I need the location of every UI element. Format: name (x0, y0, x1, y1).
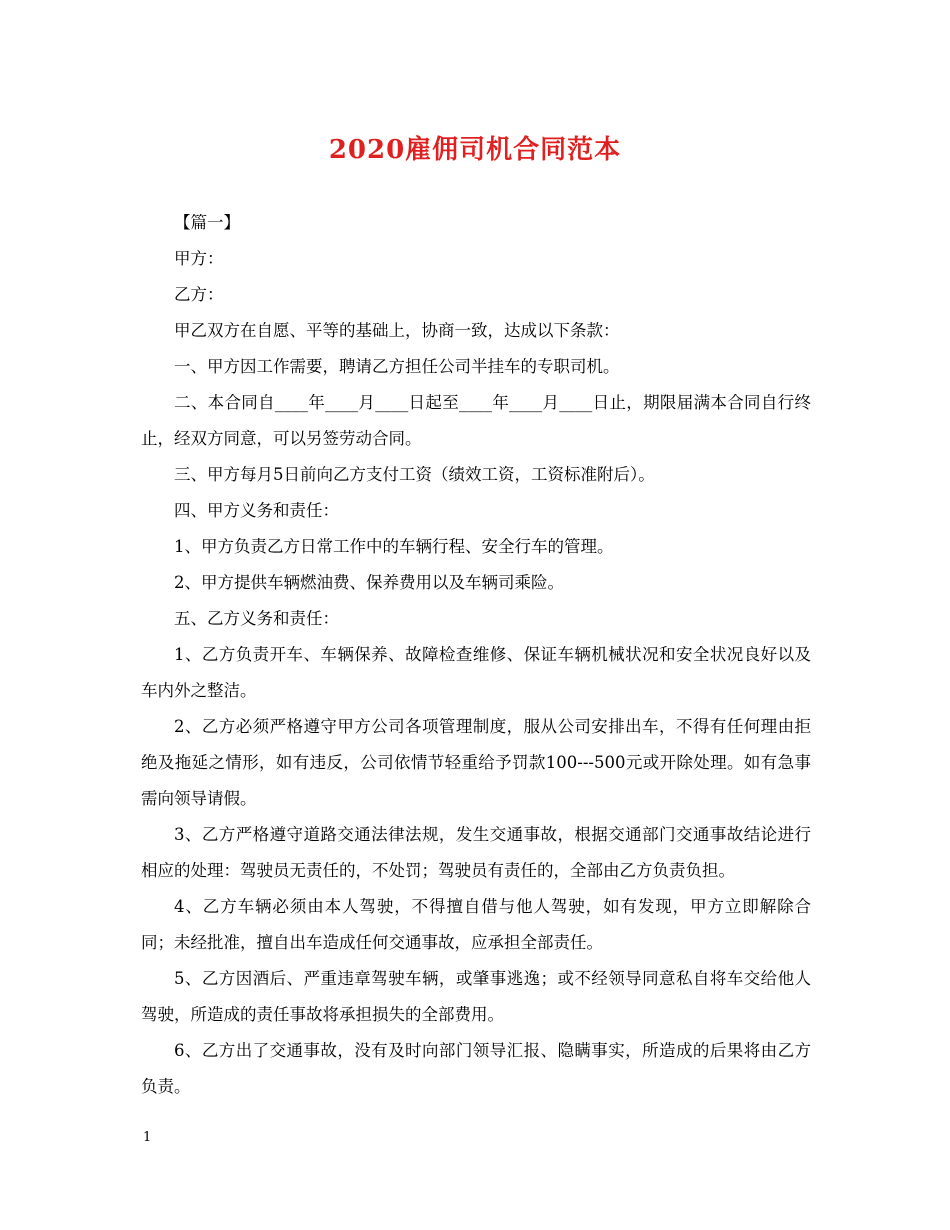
paragraph-clause-5-item-5: 5、乙方因酒后、严重违章驾驶车辆，或肇事逃逸；或不经领导同意私自将车交给他人驾驶，所造成的责任事故将承担损失的全部费用。 (141, 969, 811, 1024)
paragraph-clause-2: 二、本合同自____年____月____日起至____年____月____日止，期限届满本合同自行终止，经双方同意，可以另签劳动合同。 (141, 393, 811, 448)
paragraph-party-a: 甲方： (174, 249, 224, 268)
paragraph-clause-4-item-2: 2、甲方提供车辆燃油费、保养费用以及车辆司乘险。 (174, 573, 564, 592)
paragraph-clause-4-item-1: 1、甲方负责乙方日常工作中的车辆行程、安全行车的管理。 (174, 537, 614, 556)
page-number: 1 (143, 1130, 152, 1145)
document-body (141, 205, 811, 1105)
paragraph-clause-5-item-6: 6、乙方出了交通事故，没有及时向部门领导汇报、隐瞒事实，所造成的后果将由乙方负责。 (141, 1041, 811, 1096)
paragraph-clause-5-item-1: 1、乙方负责开车、车辆保养、故障检查维修、保证车辆机械状况和安全状况良好以及车内外之整洁。 (141, 645, 811, 700)
paragraph-clause-5-item-3: 3、乙方严格遵守道路交通法律法规，发生交通事故，根据交通部门交通事故结论进行相应的处理：驾驶员无责任的，不处罚；驾驶员有责任的，全部由乙方负责负担。 (141, 825, 811, 880)
paragraph-clause-5-item-4: 4、乙方车辆必须由本人驾驶，不得擅自借与他人驾驶，如有发现，甲方立即解除合同；未经批准，擅自出车造成任何交通事故，应承担全部责任。 (141, 897, 811, 952)
paragraph-clause-1: 一、甲方因工作需要，聘请乙方担任公司半挂车的专职司机。 (174, 357, 620, 376)
paragraph-party-b: 乙方： (174, 285, 224, 304)
document-title: 2020雇佣司机合同范本 (328, 135, 622, 165)
paragraph-section-label: 【篇一】 (174, 213, 240, 232)
paragraph-clause-5-heading: 五、乙方义务和责任： (174, 609, 339, 628)
paragraph-clause-5-item-2: 2、乙方必须严格遵守甲方公司各项管理制度，服从公司安排出车，不得有任何理由拒绝及拖延之情形，如有违反，公司依情节轻重给予罚款100---500元或开除处理。如有急事需向领导请假。 (141, 717, 811, 808)
paragraph-preamble: 甲乙双方在自愿、平等的基础上，协商一致，达成以下条款： (174, 321, 620, 340)
paragraph-clause-3: 三、甲方每月5日前向乙方支付工资（绩效工资，工资标准附后）。 (174, 465, 655, 484)
paragraph-clause-4-heading: 四、甲方义务和责任： (174, 501, 339, 520)
